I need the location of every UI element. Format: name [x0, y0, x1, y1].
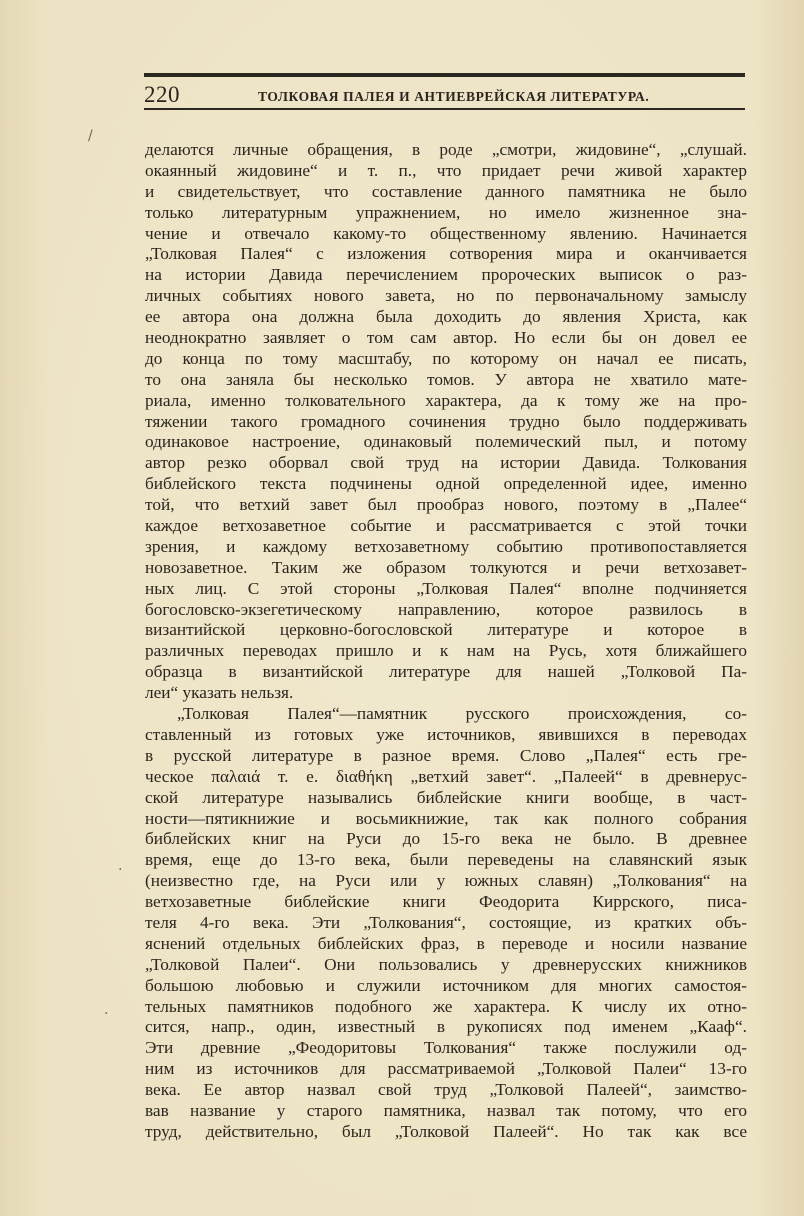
text-line: зрения, и каждому ветхозаветному событию противопоставляется [145, 536, 747, 556]
text-line: личных событиях нового завета, но по первоначальному замыслу [145, 286, 747, 306]
text-line: „Толковой Палеи“. Они пользовались у древнерусских книжников [145, 954, 747, 974]
text-line: „Толковая Палея“ с изложения сотворения мира и оканчивается [145, 244, 747, 264]
header-rule-bottom [144, 108, 745, 110]
text-line: риала, именно толковательного характера, да к тому же на про- [145, 390, 747, 410]
text-line: новозаветное. Таким же образом толкуются и речи ветхозавет- [145, 557, 747, 577]
text-line: века. Ее автор назвал свой труд „Толковой Палеей“, заимство- [145, 1080, 747, 1100]
text-line: ее автора она должна была доходить до явления Христа, как [145, 307, 747, 327]
text-line: византийской церковно-богословской литературе и которое в [145, 620, 747, 640]
body-text [145, 140, 747, 1143]
text-line: „Толковая Палея“—памятник русского происхождения, со- [177, 704, 747, 724]
scan-speck: / [88, 128, 93, 144]
text-line: только литературным упражнением, но имело жизненное зна- [145, 202, 747, 222]
text-line: различных переводах пришло и к нам на Русь, хотя ближайшего [145, 641, 747, 661]
text-line: одинаковое настроение, одинаковый полемический пыл, и потому [145, 432, 747, 452]
text-line: тельных памятников подобного же характера. К числу их отно- [145, 996, 747, 1016]
text-line: богословско-экзегетическому направлению, которое развилось в [145, 599, 747, 619]
text-line: библейского текста подчинены одной определенной идее, именно [145, 474, 747, 494]
text-line: образца в византийской литературе для нашей „Толковой Па- [145, 662, 747, 682]
text-line: ставленный из готовых уже источников, явившихся в переводах [145, 724, 747, 744]
text-line: ветхозаветные библейские книги Феодорита Киррского, писа- [145, 892, 747, 912]
text-line: труд, действительно, был „Толковой Палеей“. Но так как все [145, 1121, 747, 1141]
text-line: ности—пятикнижие и восьмикнижие, так как полного собрания [145, 808, 747, 828]
text-line: сится, напр., один, известный в рукописях под именем „Кааф“. [145, 1017, 747, 1037]
text-line: теля 4-го века. Эти „Толкования“, состоящие, из кратких объ- [145, 912, 747, 932]
text-line: окаянный жидовине“ и т. п., что придает речи живой характер [145, 160, 747, 180]
text-line: яснений отдельных библейских фраз, в переводе и носили название [145, 933, 747, 953]
text-line: делаются личные обращения, в роде „смотри, жидовине“, „слушай. [145, 140, 747, 159]
text-line: вав название у старого памятника, назвал так потому, что его [145, 1100, 747, 1120]
text-line: леи“ указать нельзя. [145, 683, 294, 703]
running-title: ТОЛКОВАЯ ПАЛЕЯ И АНТИЕВРЕЙСКАЯ ЛИТЕРАТУРА. [258, 89, 650, 104]
text-line: автор резко оборвал свой труд на истории Давида. Толкования [145, 453, 747, 473]
text-line: и свидетельствует, что составление данного памятника не было [145, 181, 747, 201]
text-line: время, еще до 13-го века, были переведены на славянский язык [145, 850, 747, 870]
scan-speck: · [104, 1006, 109, 1022]
text-line: каждое ветхозаветное событие и рассматривается с этой точки [145, 516, 747, 536]
text-line: Эти древние „Феодоритовы Толкования“ также послужили од- [145, 1038, 747, 1058]
text-line: то она заняла бы несколько томов. У автора не хватило мате- [145, 369, 747, 389]
text-line: до конца по тому масштабу, по которому он начал ее писать, [145, 348, 747, 368]
text-line: той, что ветхий завет был прообраз нового, поэтому в „Палее“ [145, 495, 747, 515]
text-line: (неизвестно где, на Руси или у южных славян) „Толкования“ на [145, 871, 747, 891]
text-line: неоднократно заявляет о том сам автор. Но если бы он довел ее [145, 328, 747, 348]
header-rule-top [144, 73, 745, 77]
page-number: 220 [144, 82, 180, 107]
text-line: ных лиц. С этой стороны „Толковая Палея“ вполне подчиняется [145, 578, 747, 598]
text-line: ним из источников для рассматриваемой „Толковой Палеи“ 13-го [145, 1059, 747, 1079]
text-line: на истории Давида перечислением пророческих выписок о раз- [145, 265, 747, 285]
text-line: чение и отвечало какому-то общественному явлению. Начинается [145, 223, 747, 243]
text-line: в русской литературе в разное время. Слово „Палея“ есть гре- [145, 745, 747, 765]
text-line: тяжении такого громадного сочинения трудно было поддерживать [145, 411, 747, 431]
text-line: ской литературе назывались библейские книги вообще, в част- [145, 787, 747, 807]
text-line: ческое παλαιά т. е. διαθήκη „ветхий завет“. „Палеей“ в древнерус- [145, 766, 747, 786]
text-line: большою любовью и служили источником для многих самостоя- [145, 975, 747, 995]
text-line: библейских книг на Руси до 15-го века не было. В древнее [145, 829, 747, 849]
scan-speck: · [118, 862, 123, 878]
